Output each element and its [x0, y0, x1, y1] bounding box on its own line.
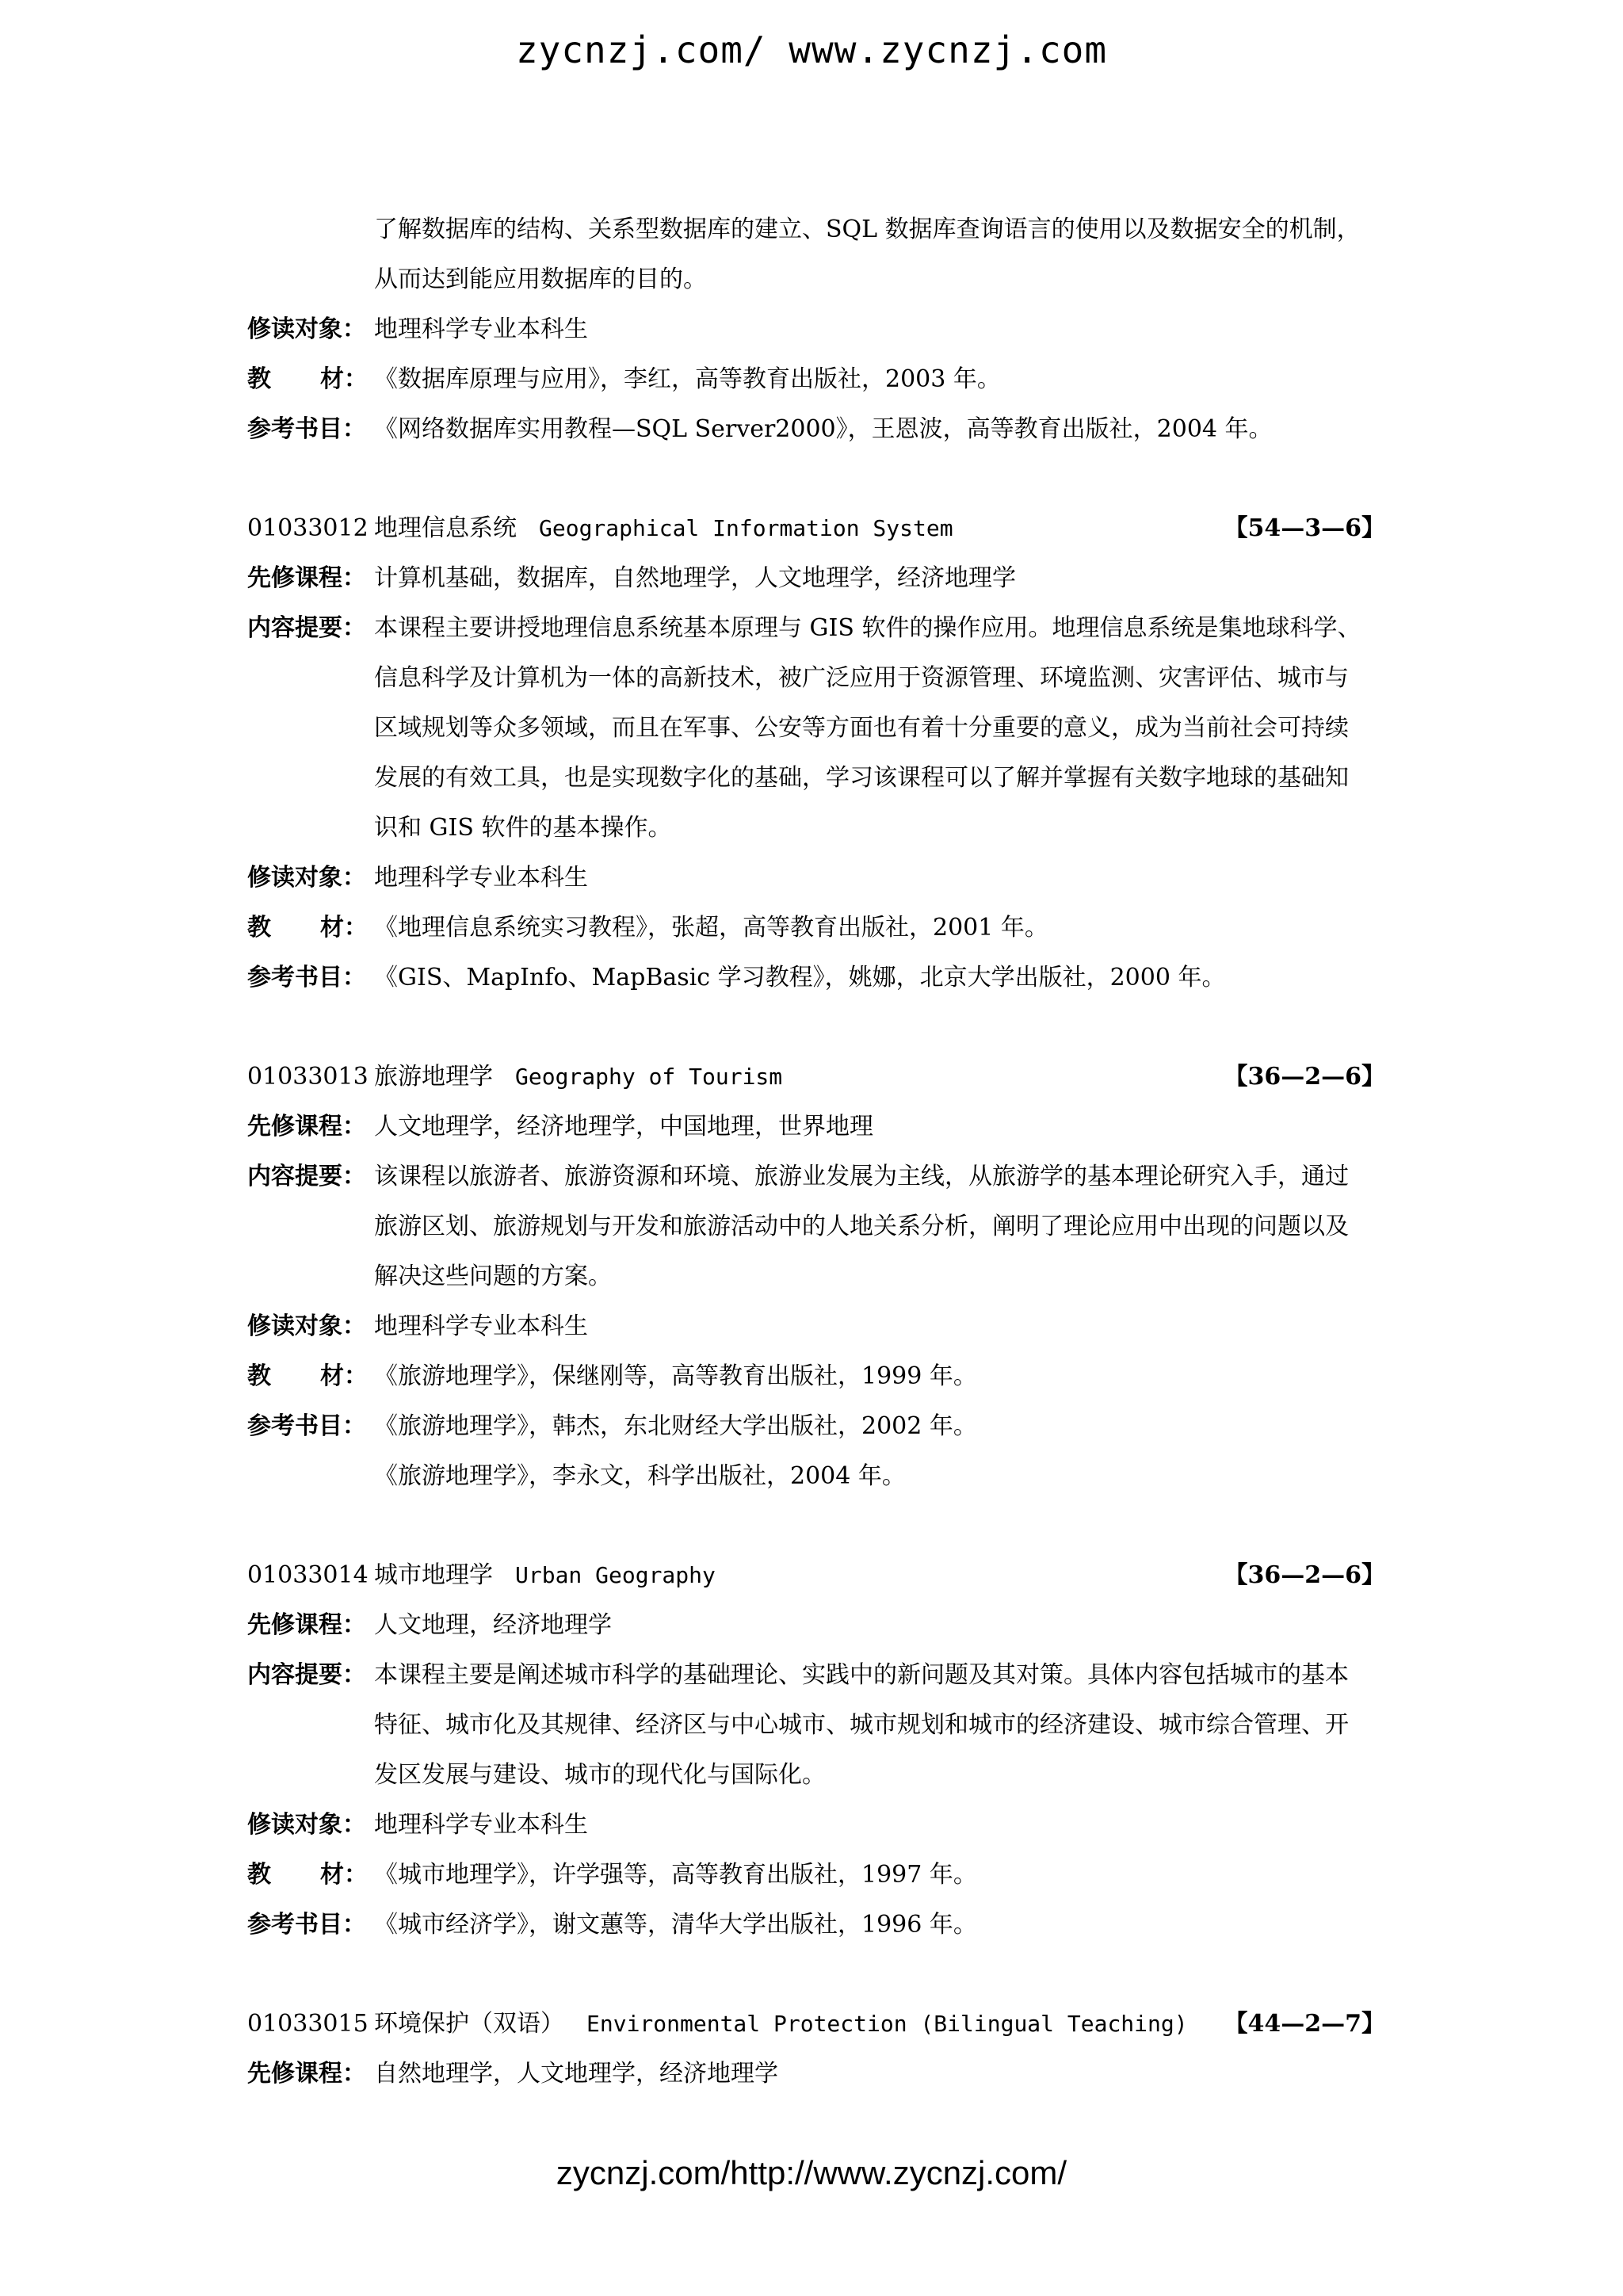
audience-label: 修读对象： — [247, 864, 366, 892]
audience-row — [247, 304, 1385, 354]
textbook-value: 《数据库原理与应用》，李红，高等教育出版社，2003 年。 — [374, 365, 1001, 393]
audience-value: 地理科学专业本科生 — [374, 1312, 588, 1340]
summary-line: 该课程以旅游者、旅游资源和环境、旅游业发展为主线，从旅游学的基本理论研究入手，通过 — [374, 1163, 1349, 1190]
prereq-value: 人文地理学，经济地理学，中国地理，世界地理 — [374, 1113, 873, 1140]
course-heading — [247, 1052, 1385, 1102]
summary-line: 特征、城市化及其规律、经济区与中心城市、城市规划和城市的经济建设、城市综合管理、开 — [374, 1711, 1349, 1739]
textbook-value: 《旅游地理学》，保继刚等，高等教育出版社，1999 年。 — [374, 1362, 977, 1390]
textbook-label: 教 材： — [247, 365, 368, 393]
reference-value: 《网络数据库实用教程—SQL Server2000》，王恩波，高等教育出版社，2004 年。 — [374, 415, 1273, 443]
page-header: zycnzj.com/ www.zycnzj.com — [515, 29, 1108, 71]
reference-row — [247, 1401, 1385, 1451]
course-code: 01033013 — [247, 1063, 369, 1091]
reference-value: 《旅游地理学》，韩杰，东北财经大学出版社，2002 年。 — [374, 1412, 977, 1440]
course-code: 01033014 — [247, 1561, 369, 1589]
audience-label: 修读对象： — [247, 315, 366, 343]
summary-line: 发展的有效工具，也是实现数字化的基础，学习该课程可以了解并掌握有关数字地球的基础知 — [374, 764, 1349, 792]
course-heading — [247, 503, 1385, 553]
course-title-en: Urban Geography — [515, 1562, 716, 1588]
reference-row — [247, 953, 1385, 1003]
course-title-cn: 地理信息系统 — [374, 514, 517, 542]
course-hours: 【36—2—6】 — [1224, 1561, 1385, 1589]
audience-row — [247, 1301, 1385, 1351]
audience-label: 修读对象： — [247, 1312, 366, 1340]
summary-line: 本课程主要是阐述城市科学的基础理论、实践中的新问题及其对策。具体内容包括城市的基本 — [374, 1661, 1349, 1689]
textbook-row — [247, 903, 1385, 953]
reference-row — [247, 1900, 1385, 1950]
prereq-value: 计算机基础，数据库，自然地理学，人文地理学，经济地理学 — [374, 564, 1016, 592]
summary-row — [247, 1152, 1385, 1201]
course-code: 01033012 — [247, 514, 369, 542]
summary-line: 区域规划等众多领域，而且在军事、公安等方面也有着十分重要的意义，成为当前社会可持续 — [374, 714, 1349, 742]
summary-row — [247, 1650, 1385, 1700]
textbook-label: 教 材： — [247, 1861, 368, 1889]
audience-value: 地理科学专业本科生 — [374, 315, 588, 343]
course-code: 01033015 — [247, 2010, 369, 2038]
textbook-label: 教 材： — [247, 1362, 368, 1390]
prereq-label: 先修课程： — [247, 564, 366, 592]
textbook-value: 《城市地理学》，许学强等，高等教育出版社，1997 年。 — [374, 1861, 977, 1889]
intro-line: 了解数据库的结构、关系型数据库的建立、SQL 数据库查询语言的使用以及数据安全的机制， — [374, 216, 1361, 243]
audience-value: 地理科学专业本科生 — [374, 1811, 588, 1839]
prereq-value: 自然地理学，人文地理学，经济地理学 — [374, 2060, 778, 2088]
prereq-label: 先修课程： — [247, 2060, 366, 2088]
prereq-row — [247, 1600, 1385, 1650]
textbook-label: 教 材： — [247, 914, 368, 942]
course-title-cn: 环境保护（双语） — [374, 2010, 564, 2038]
reference-label: 参考书目： — [247, 1412, 366, 1440]
summary-line: 本课程主要讲授地理信息系统基本原理与 GIS 软件的操作应用。地理信息系统是集地球科学、 — [374, 614, 1361, 642]
textbook-row — [247, 1351, 1385, 1401]
reference-label: 参考书目： — [247, 964, 366, 991]
summary-line: 信息科学及计算机为一体的高新技术，被广泛应用于资源管理、环境监测、灾害评估、城市与 — [374, 664, 1349, 692]
reference-row — [247, 404, 1385, 454]
audience-label: 修读对象： — [247, 1811, 366, 1839]
page-footer: zycnzj.com/http://www.zycnzj.com/ — [556, 2154, 1067, 2191]
audience-row — [247, 853, 1385, 903]
prereq-label: 先修课程： — [247, 1611, 366, 1639]
course-title-en: Geography of Tourism — [515, 1064, 783, 1090]
reference-label: 参考书目： — [247, 1911, 366, 1939]
course-title-en: Environmental Protection (Bilingual Teaching) — [586, 2011, 1188, 2037]
prereq-value: 人文地理，经济地理学 — [374, 1611, 612, 1639]
intro-line: 从而达到能应用数据库的目的。 — [374, 266, 707, 293]
course-heading — [247, 1550, 1385, 1600]
summary-line: 解决这些问题的方案。 — [374, 1263, 612, 1290]
summary-label: 内容提要： — [247, 1163, 366, 1190]
textbook-row — [247, 1850, 1385, 1900]
course-hours: 【36—2—6】 — [1224, 1063, 1385, 1091]
summary-line: 发区发展与建设、城市的现代化与国际化。 — [374, 1761, 826, 1789]
course-title-cn: 旅游地理学 — [374, 1063, 493, 1091]
course-heading — [247, 1999, 1385, 2049]
audience-value: 地理科学专业本科生 — [374, 864, 588, 892]
reference-label: 参考书目： — [247, 415, 366, 443]
summary-row — [247, 603, 1385, 653]
course-title-cn: 城市地理学 — [374, 1561, 493, 1589]
prereq-label: 先修课程： — [247, 1113, 366, 1140]
course-title-en: Geographical Information System — [539, 515, 953, 541]
prereq-row — [247, 553, 1385, 603]
prereq-row — [247, 1102, 1385, 1152]
reference-value: 《旅游地理学》，李永文，科学出版社，2004 年。 — [374, 1462, 906, 1490]
reference-value: 《GIS、MapInfo、MapBasic 学习教程》，姚娜，北京大学出版社，2000 年。 — [374, 964, 1226, 991]
course-hours: 【54—3—6】 — [1224, 514, 1385, 542]
summary-line: 识和 GIS 软件的基本操作。 — [374, 814, 672, 842]
summary-label: 内容提要： — [247, 614, 366, 642]
document-body — [247, 204, 1385, 2099]
audience-row — [247, 1800, 1385, 1850]
course-hours: 【44—2—7】 — [1224, 2010, 1385, 2038]
summary-label: 内容提要： — [247, 1661, 366, 1689]
summary-line: 旅游区划、旅游规划与开发和旅游活动中的人地关系分析，阐明了理论应用中出现的问题以及 — [374, 1213, 1349, 1240]
prereq-row — [247, 2049, 1385, 2099]
textbook-row — [247, 354, 1385, 404]
textbook-value: 《地理信息系统实习教程》，张超，高等教育出版社，2001 年。 — [374, 914, 1048, 942]
reference-value: 《城市经济学》，谢文蕙等，清华大学出版社，1996 年。 — [374, 1911, 977, 1939]
